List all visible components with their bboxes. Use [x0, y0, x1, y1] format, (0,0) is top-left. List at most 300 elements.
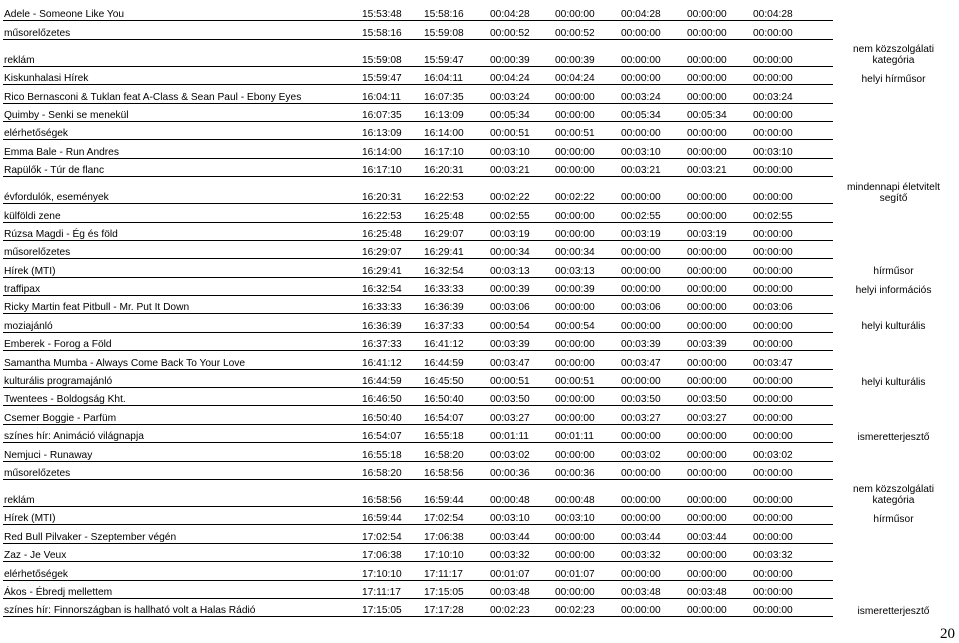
category-c-cell: 00:03:50 [686, 388, 752, 406]
end-time-cell: 16:44:59 [423, 351, 489, 369]
program-title-cell: Rúzsa Magdi - Ég és föld [3, 222, 361, 240]
start-time-cell: 16:58:20 [361, 461, 423, 479]
classification-cell: hírműsor [873, 513, 914, 525]
duration-cell: 00:01:07 [489, 562, 554, 580]
category-b-cell: 00:03:27 [620, 406, 686, 424]
duration-cell: 00:03:21 [489, 158, 554, 176]
table-row [3, 479, 953, 506]
category-a-cell: 00:00:00 [554, 140, 620, 158]
category-c-cell: 00:00:00 [686, 66, 752, 84]
category-b-cell: 00:00:00 [620, 66, 686, 84]
category-a-cell: 00:02:23 [554, 598, 620, 616]
category-b-cell: 00:00:00 [620, 21, 686, 39]
classification-cell: helyi kulturális [861, 321, 926, 333]
end-time-cell: 16:54:07 [423, 406, 489, 424]
category-c-cell: 00:00:00 [686, 21, 752, 39]
start-time-cell: 16:20:31 [361, 177, 423, 204]
table-row [3, 21, 953, 39]
duration-cell: 00:03:02 [489, 443, 554, 461]
duration-cell: 00:04:28 [489, 3, 554, 21]
category-b-cell: 00:05:34 [620, 103, 686, 121]
category-b-cell: 00:03:21 [620, 158, 686, 176]
table-row [3, 240, 953, 258]
start-time-cell: 16:46:50 [361, 388, 423, 406]
category-a-cell: 00:00:34 [554, 240, 620, 258]
start-time-cell: 17:15:05 [361, 598, 423, 616]
duration-cell: 00:00:36 [489, 461, 554, 479]
table-row [3, 424, 953, 442]
end-time-cell: 16:13:09 [423, 103, 489, 121]
table-row [3, 3, 953, 21]
category-d-cell: 00:00:00 [752, 479, 833, 506]
category-b-cell: 00:00:00 [620, 369, 686, 387]
category-b-cell: 00:00:00 [620, 121, 686, 139]
category-c-cell: 00:00:00 [686, 3, 752, 21]
classification-cell [833, 240, 953, 258]
category-d-cell: 00:00:00 [752, 103, 833, 121]
classification-cell [833, 388, 953, 406]
duration-cell: 00:04:24 [489, 66, 554, 84]
category-a-cell: 00:00:36 [554, 461, 620, 479]
category-c-cell: 00:03:39 [686, 332, 752, 350]
category-b-cell: 00:00:00 [620, 562, 686, 580]
program-title-cell: külföldi zene [3, 204, 361, 222]
category-d-cell: 00:00:00 [752, 406, 833, 424]
category-b-cell: 00:00:00 [620, 240, 686, 258]
end-time-cell: 17:06:38 [423, 525, 489, 543]
start-time-cell: 16:25:48 [361, 222, 423, 240]
duration-cell: 00:03:13 [489, 259, 554, 277]
category-a-cell: 00:00:00 [554, 3, 620, 21]
start-time-cell: 16:32:54 [361, 277, 423, 295]
start-time-cell: 16:17:10 [361, 158, 423, 176]
start-time-cell: 17:10:10 [361, 562, 423, 580]
program-title-cell: elérhetőségek [3, 121, 361, 139]
category-b-cell: 00:03:50 [620, 388, 686, 406]
table-row [3, 140, 953, 158]
start-time-cell: 15:59:08 [361, 39, 423, 66]
table-row [3, 103, 953, 121]
category-c-cell: 00:03:21 [686, 158, 752, 176]
category-d-cell: 00:03:02 [752, 443, 833, 461]
category-a-cell: 00:00:00 [554, 351, 620, 369]
classification-cell: helyi hírműsor [861, 73, 926, 85]
end-time-cell: 16:32:54 [423, 259, 489, 277]
category-d-cell: 00:00:00 [752, 580, 833, 598]
category-b-cell: 00:03:44 [620, 525, 686, 543]
duration-cell: 00:03:39 [489, 332, 554, 350]
category-d-cell: 00:00:00 [752, 388, 833, 406]
classification-cell [833, 525, 953, 543]
table-row [3, 406, 953, 424]
classification-cell [833, 21, 953, 39]
category-c-cell: 00:00:00 [686, 277, 752, 295]
page-number: 20 [940, 626, 955, 642]
program-title-cell: műsorelőzetes [3, 21, 361, 39]
category-a-cell: 00:00:00 [554, 525, 620, 543]
category-d-cell: 00:00:00 [752, 598, 833, 616]
start-time-cell: 16:04:11 [361, 85, 423, 103]
end-time-cell: 17:02:54 [423, 506, 489, 524]
end-time-cell: 17:15:05 [423, 580, 489, 598]
end-time-cell: 16:37:33 [423, 314, 489, 332]
category-d-cell: 00:03:47 [752, 351, 833, 369]
category-a-cell: 00:00:00 [554, 158, 620, 176]
category-b-cell: 00:00:00 [620, 506, 686, 524]
program-title-cell: Hírek (MTI) [3, 259, 361, 277]
category-a-cell: 00:00:00 [554, 443, 620, 461]
duration-cell: 00:00:52 [489, 21, 554, 39]
classification-cell [833, 406, 953, 424]
program-title-cell: Emma Bale - Run Andres [3, 140, 361, 158]
category-d-cell: 00:00:00 [752, 222, 833, 240]
end-time-cell: 15:58:16 [423, 3, 489, 21]
category-d-cell: 00:00:00 [752, 259, 833, 277]
category-b-cell: 00:02:55 [620, 204, 686, 222]
duration-cell: 00:02:23 [489, 598, 554, 616]
end-time-cell: 16:14:00 [423, 121, 489, 139]
duration-cell: 00:03:27 [489, 406, 554, 424]
program-title-cell: Twentees - Boldogság Kht. [3, 388, 361, 406]
category-c-cell: 00:00:00 [686, 39, 752, 66]
category-a-cell: 00:00:48 [554, 479, 620, 506]
table-row [3, 296, 953, 314]
category-a-cell: 00:00:00 [554, 296, 620, 314]
classification-cell [833, 562, 953, 580]
start-time-cell: 16:13:09 [361, 121, 423, 139]
program-title-cell: műsorelőzetes [3, 461, 361, 479]
duration-cell: 00:03:19 [489, 222, 554, 240]
classification-cell: nem közszolgálati kategória [853, 44, 934, 67]
program-title-cell: Kiskunhalasi Hírek [3, 66, 361, 84]
program-title-cell: színes hír: Animáció világnapja [3, 424, 361, 442]
table-row [3, 388, 953, 406]
category-a-cell: 00:03:10 [554, 506, 620, 524]
end-time-cell: 16:29:41 [423, 240, 489, 258]
category-b-cell: 00:04:28 [620, 3, 686, 21]
classification-cell: helyi információs [855, 284, 932, 296]
end-time-cell: 16:17:10 [423, 140, 489, 158]
category-c-cell: 00:00:00 [686, 314, 752, 332]
classification-cell [833, 351, 953, 369]
end-time-cell: 16:41:12 [423, 332, 489, 350]
classification-cell [833, 222, 953, 240]
table-row [3, 314, 953, 332]
end-time-cell: 16:25:48 [423, 204, 489, 222]
category-a-cell: 00:00:51 [554, 121, 620, 139]
category-a-cell: 00:01:07 [554, 562, 620, 580]
category-c-cell: 00:03:27 [686, 406, 752, 424]
program-title-cell: műsorelőzetes [3, 240, 361, 258]
category-d-cell: 00:00:00 [752, 277, 833, 295]
category-a-cell: 00:00:51 [554, 369, 620, 387]
duration-cell: 00:00:51 [489, 369, 554, 387]
duration-cell: 00:03:10 [489, 506, 554, 524]
program-title-cell: Ricky Martin feat Pitbull - Mr. Put It Down [3, 296, 361, 314]
table-row [3, 461, 953, 479]
end-time-cell: 16:45:50 [423, 369, 489, 387]
category-d-cell: 00:00:00 [752, 21, 833, 39]
category-c-cell: 00:00:00 [686, 177, 752, 204]
program-title-cell: traffipax [3, 277, 361, 295]
end-time-cell: 17:11:17 [423, 562, 489, 580]
classification-cell: nem közszolgálati kategória [853, 484, 934, 507]
classification-cell [833, 296, 953, 314]
program-title-cell: Emberek - Forog a Föld [3, 332, 361, 350]
category-b-cell: 00:03:47 [620, 351, 686, 369]
category-c-cell: 00:00:00 [686, 204, 752, 222]
program-title-cell: elérhetőségek [3, 562, 361, 580]
program-title-cell: Nemjuci - Runaway [3, 443, 361, 461]
program-title-cell: kulturális programajánló [3, 369, 361, 387]
category-c-cell: 00:03:19 [686, 222, 752, 240]
table-row [3, 204, 953, 222]
start-time-cell: 16:36:39 [361, 314, 423, 332]
table-row [3, 158, 953, 176]
start-time-cell: 16:07:35 [361, 103, 423, 121]
category-d-cell: 00:00:00 [752, 562, 833, 580]
duration-cell: 00:03:32 [489, 543, 554, 561]
table-row [3, 369, 953, 387]
category-c-cell: 00:00:00 [686, 424, 752, 442]
program-title-cell: évfordulók, események [3, 177, 361, 204]
category-a-cell: 00:00:39 [554, 277, 620, 295]
category-b-cell: 00:03:10 [620, 140, 686, 158]
table-row [3, 598, 953, 616]
program-title-cell: Red Bull Pilvaker - Szeptember végén [3, 525, 361, 543]
duration-cell: 00:05:34 [489, 103, 554, 121]
duration-cell: 00:02:55 [489, 204, 554, 222]
program-title-cell: Rico Bernasconi & Tuklan feat A-Class & Sean Paul - Ebony Eyes [3, 85, 361, 103]
end-time-cell: 16:36:39 [423, 296, 489, 314]
program-title-cell: Ákos - Ébredj mellettem [3, 580, 361, 598]
duration-cell: 00:00:34 [489, 240, 554, 258]
end-time-cell: 16:07:35 [423, 85, 489, 103]
category-a-cell: 00:00:52 [554, 21, 620, 39]
category-b-cell: 00:00:00 [620, 424, 686, 442]
category-b-cell: 00:00:00 [620, 177, 686, 204]
category-a-cell: 00:04:24 [554, 66, 620, 84]
classification-cell: mindennapi életvitelt segítő [847, 181, 940, 204]
category-c-cell: 00:00:00 [686, 240, 752, 258]
end-time-cell: 17:17:28 [423, 598, 489, 616]
category-b-cell: 00:03:02 [620, 443, 686, 461]
duration-cell: 00:00:54 [489, 314, 554, 332]
classification-cell [833, 3, 953, 21]
program-title-cell: reklám [3, 479, 361, 506]
duration-cell: 00:00:48 [489, 479, 554, 506]
start-time-cell: 15:59:47 [361, 66, 423, 84]
category-d-cell: 00:00:00 [752, 39, 833, 66]
category-c-cell: 00:00:00 [686, 443, 752, 461]
end-time-cell: 16:55:18 [423, 424, 489, 442]
classification-cell [833, 332, 953, 350]
duration-cell: 00:03:24 [489, 85, 554, 103]
category-a-cell: 00:00:39 [554, 39, 620, 66]
classification-cell [833, 103, 953, 121]
classification-cell [833, 204, 953, 222]
program-title-cell: Hírek (MTI) [3, 506, 361, 524]
category-d-cell: 00:02:55 [752, 204, 833, 222]
category-d-cell: 00:03:32 [752, 543, 833, 561]
category-d-cell: 00:00:00 [752, 314, 833, 332]
program-title-cell: reklám [3, 39, 361, 66]
end-time-cell: 16:58:20 [423, 443, 489, 461]
category-a-cell: 00:00:00 [554, 332, 620, 350]
category-c-cell: 00:00:00 [686, 351, 752, 369]
classification-cell [833, 158, 953, 176]
classification-cell [833, 121, 953, 139]
table-row [3, 525, 953, 543]
broadcast-log-table [3, 3, 953, 617]
table-body [3, 3, 953, 617]
category-d-cell: 00:00:00 [752, 240, 833, 258]
category-a-cell: 00:00:00 [554, 204, 620, 222]
start-time-cell: 16:33:33 [361, 296, 423, 314]
category-c-cell: 00:00:00 [686, 85, 752, 103]
category-d-cell: 00:00:00 [752, 66, 833, 84]
classification-cell: ismeretterjesztő [857, 605, 930, 617]
category-c-cell: 00:00:00 [686, 121, 752, 139]
category-b-cell: 00:03:39 [620, 332, 686, 350]
category-a-cell: 00:03:13 [554, 259, 620, 277]
category-a-cell: 00:00:00 [554, 406, 620, 424]
category-d-cell: 00:00:00 [752, 332, 833, 350]
category-b-cell: 00:00:00 [620, 314, 686, 332]
duration-cell: 00:00:39 [489, 39, 554, 66]
table-row [3, 332, 953, 350]
category-b-cell: 00:03:19 [620, 222, 686, 240]
category-b-cell: 00:00:00 [620, 259, 686, 277]
classification-cell [833, 443, 953, 461]
category-d-cell: 00:03:06 [752, 296, 833, 314]
classification-cell [833, 461, 953, 479]
category-d-cell: 00:00:00 [752, 525, 833, 543]
program-title-cell: moziajánló [3, 314, 361, 332]
category-b-cell: 00:00:00 [620, 39, 686, 66]
table-row [3, 121, 953, 139]
table-row [3, 66, 953, 84]
category-c-cell: 00:00:00 [686, 543, 752, 561]
duration-cell: 00:00:51 [489, 121, 554, 139]
duration-cell: 00:03:10 [489, 140, 554, 158]
end-time-cell: 16:59:44 [423, 479, 489, 506]
category-c-cell: 00:00:00 [686, 598, 752, 616]
duration-cell: 00:03:44 [489, 525, 554, 543]
end-time-cell: 16:33:33 [423, 277, 489, 295]
program-title-cell: Samantha Mumba - Always Come Back To Your Love [3, 351, 361, 369]
category-a-cell: 00:00:00 [554, 103, 620, 121]
category-a-cell: 00:00:00 [554, 543, 620, 561]
category-a-cell: 00:00:00 [554, 388, 620, 406]
category-d-cell: 00:00:00 [752, 121, 833, 139]
classification-cell [833, 140, 953, 158]
category-c-cell: 00:03:48 [686, 580, 752, 598]
duration-cell: 00:01:11 [489, 424, 554, 442]
end-time-cell: 16:04:11 [423, 66, 489, 84]
start-time-cell: 16:58:56 [361, 479, 423, 506]
category-b-cell: 00:00:00 [620, 461, 686, 479]
category-d-cell: 00:00:00 [752, 506, 833, 524]
classification-cell [833, 543, 953, 561]
category-a-cell: 00:00:00 [554, 580, 620, 598]
table-row [3, 277, 953, 295]
category-c-cell: 00:03:44 [686, 525, 752, 543]
end-time-cell: 16:58:56 [423, 461, 489, 479]
duration-cell: 00:03:48 [489, 580, 554, 598]
category-c-cell: 00:00:00 [686, 369, 752, 387]
end-time-cell: 17:10:10 [423, 543, 489, 561]
classification-cell [833, 580, 953, 598]
category-c-cell: 00:00:00 [686, 506, 752, 524]
table-row [3, 85, 953, 103]
start-time-cell: 16:29:41 [361, 259, 423, 277]
classification-cell [833, 85, 953, 103]
program-title-cell: Quimby - Senki se menekül [3, 103, 361, 121]
classification-cell: ismeretterjesztő [857, 431, 930, 443]
category-b-cell: 00:00:00 [620, 277, 686, 295]
end-time-cell: 16:29:07 [423, 222, 489, 240]
program-title-cell: Rapülők - Túr de flanc [3, 158, 361, 176]
category-c-cell: 00:00:00 [686, 479, 752, 506]
table-row [3, 443, 953, 461]
program-title-cell: Csemer Boggie - Parfüm [3, 406, 361, 424]
table-row [3, 580, 953, 598]
duration-cell: 00:03:50 [489, 388, 554, 406]
start-time-cell: 16:59:44 [361, 506, 423, 524]
end-time-cell: 16:20:31 [423, 158, 489, 176]
category-a-cell: 00:00:00 [554, 85, 620, 103]
start-time-cell: 16:50:40 [361, 406, 423, 424]
category-c-cell: 00:00:00 [686, 296, 752, 314]
table-row [3, 543, 953, 561]
category-d-cell: 00:00:00 [752, 369, 833, 387]
category-d-cell: 00:00:00 [752, 177, 833, 204]
category-d-cell: 00:03:10 [752, 140, 833, 158]
start-time-cell: 16:22:53 [361, 204, 423, 222]
category-b-cell: 00:03:32 [620, 543, 686, 561]
table-row [3, 177, 953, 204]
start-time-cell: 17:02:54 [361, 525, 423, 543]
table-row [3, 562, 953, 580]
category-b-cell: 00:00:00 [620, 479, 686, 506]
category-a-cell: 00:02:22 [554, 177, 620, 204]
category-c-cell: 00:05:34 [686, 103, 752, 121]
category-b-cell: 00:03:48 [620, 580, 686, 598]
category-d-cell: 00:04:28 [752, 3, 833, 21]
start-time-cell: 15:58:16 [361, 21, 423, 39]
table-row [3, 222, 953, 240]
table-row [3, 351, 953, 369]
classification-cell: helyi kulturális [861, 376, 926, 388]
duration-cell: 00:03:06 [489, 296, 554, 314]
program-title-cell: Zaz - Je Veux [3, 543, 361, 561]
start-time-cell: 17:06:38 [361, 543, 423, 561]
start-time-cell: 16:14:00 [361, 140, 423, 158]
start-time-cell: 16:54:07 [361, 424, 423, 442]
table-row [3, 506, 953, 524]
table-row [3, 39, 953, 66]
category-a-cell: 00:00:00 [554, 222, 620, 240]
category-a-cell: 00:00:54 [554, 314, 620, 332]
classification-cell: hírműsor [873, 266, 914, 278]
duration-cell: 00:03:47 [489, 351, 554, 369]
end-time-cell: 16:50:40 [423, 388, 489, 406]
start-time-cell: 16:41:12 [361, 351, 423, 369]
start-time-cell: 16:55:18 [361, 443, 423, 461]
category-b-cell: 00:00:00 [620, 598, 686, 616]
category-d-cell: 00:03:24 [752, 85, 833, 103]
